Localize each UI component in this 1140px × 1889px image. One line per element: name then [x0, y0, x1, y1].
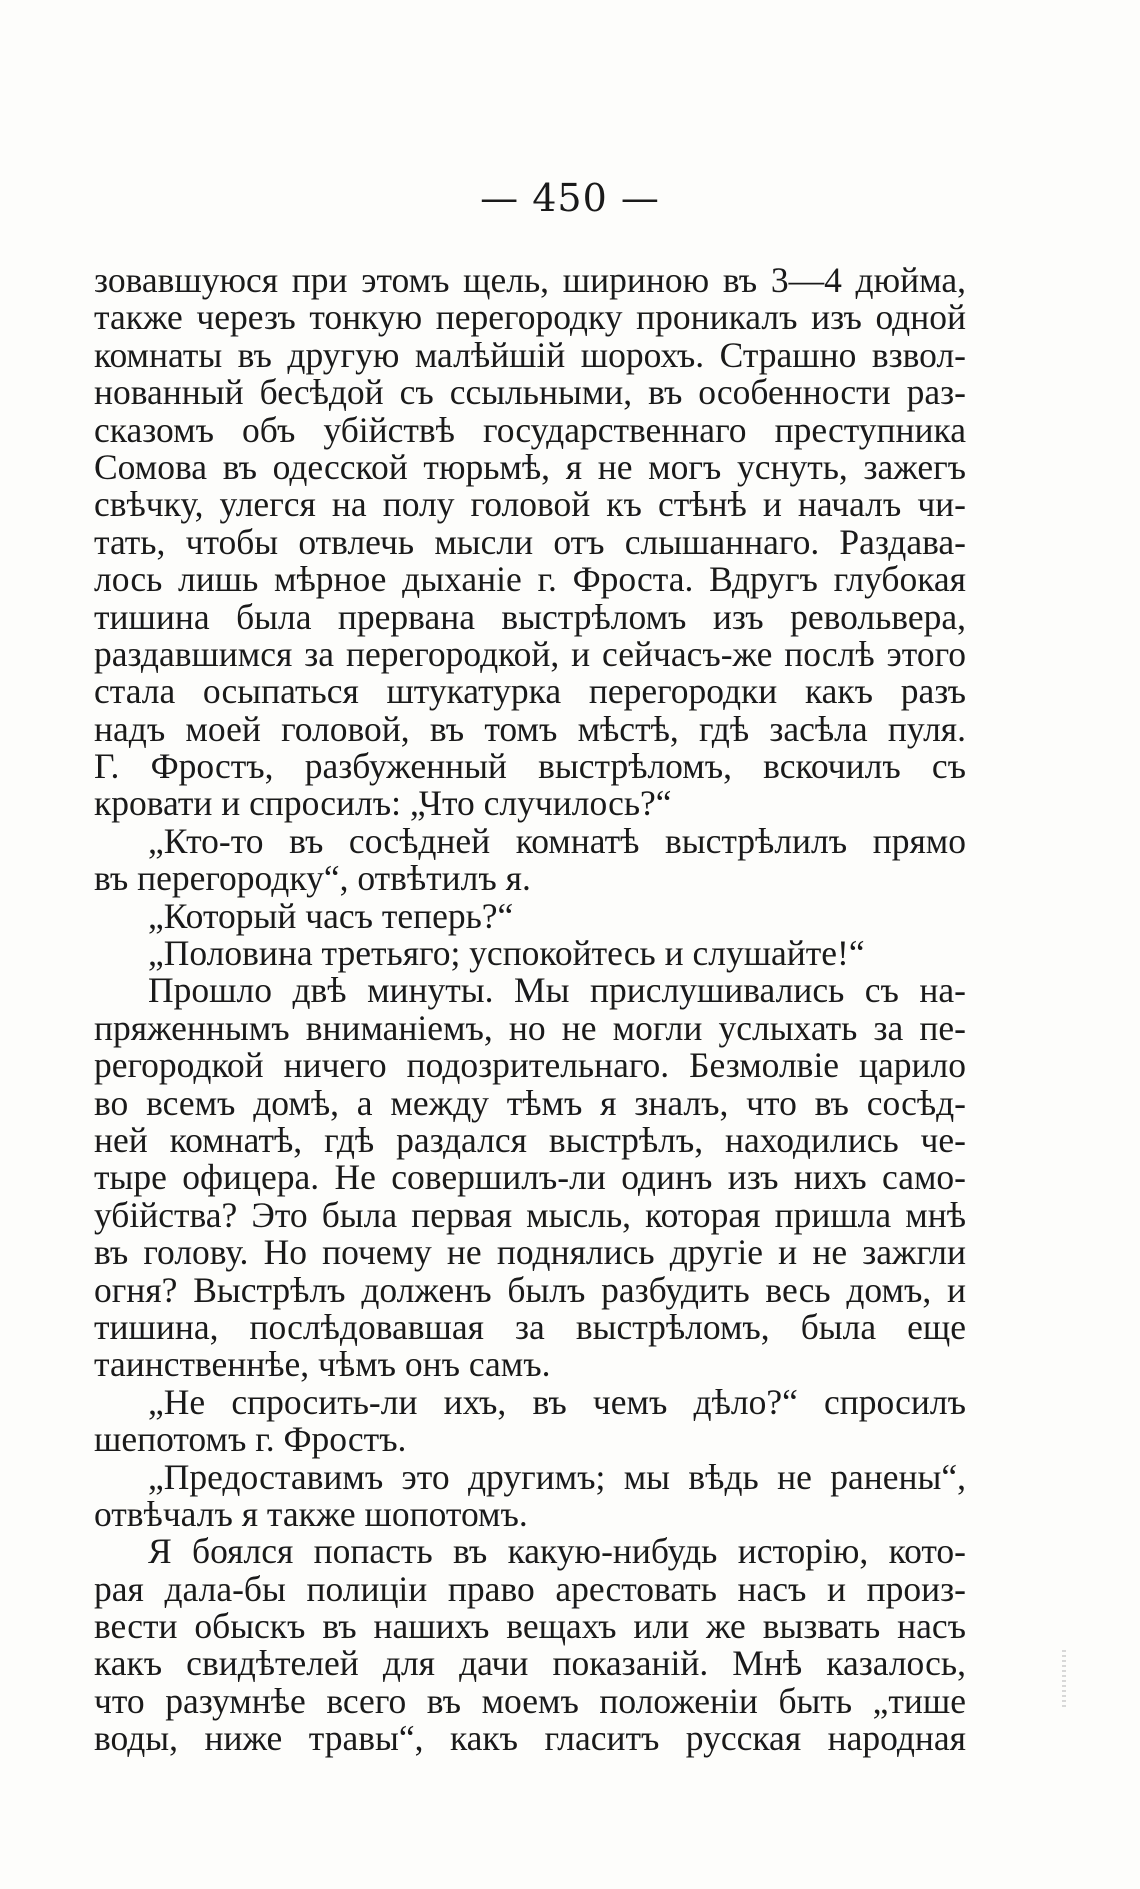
margin-scan-mark	[1062, 1650, 1066, 1710]
text-line: шепотомъ г. Фростъ.	[94, 1419, 407, 1460]
text-line: стала осыпаться штукатурка перегородки какъ разъ	[94, 671, 966, 712]
text-line: „Не спросить-ли ихъ, въ чемъ дѣло?“ спросилъ	[148, 1381, 966, 1422]
text-line: пряженнымъ вниманіемъ, но не могли услыхать за пе-	[94, 1007, 966, 1048]
text-line: раздавшимся за перегородкой, и сейчасъ-же послѣ этого	[94, 633, 966, 674]
text-line: свѣчку, улегся на полу головой къ стѣнѣ и началъ чи-	[94, 484, 966, 525]
text-line: зовавшуюся при этомъ щель, шириною въ 3—4 дюйма,	[94, 260, 966, 300]
text-line: тишина, послѣдовавшая за выстрѣломъ, была еще	[94, 1306, 966, 1347]
body-text	[94, 262, 966, 1758]
text-line: какъ свидѣтелей для дачи показаній. Мнѣ казалось,	[94, 1643, 966, 1684]
text-line: во всемъ домѣ, а между тѣмъ я зналъ, что въ сосѣд-	[94, 1082, 966, 1123]
text-line: тать, чтобы отвлечь мысли отъ слышаннаго. Раздава-	[94, 521, 966, 562]
text-line: тыре офицера. Не совершилъ-ли одинъ изъ нихъ само-	[94, 1157, 966, 1198]
text-line: „Предоставимъ это другимъ; мы вѣдь не ранены“,	[148, 1456, 966, 1497]
text-line: регородкой ничего подозрительнаго. Безмолвіе царило	[94, 1045, 966, 1086]
text-line: надъ моей головой, въ томъ мѣстѣ, гдѣ засѣла пуля.	[94, 708, 966, 749]
text-line: огня? Выстрѣлъ долженъ былъ разбудить весь домъ, и	[94, 1269, 966, 1310]
text-line: рая дала-бы полиціи право арестовать насъ и произ-	[94, 1568, 966, 1609]
text-line: Г. Фростъ, разбуженный выстрѣломъ, вскочилъ съ	[94, 746, 966, 787]
text-line: лось лишь мѣрное дыханіе г. Фроста. Вдругъ глубокая	[94, 559, 966, 600]
text-line: нованный бесѣдой съ ссыльными, въ особенности раз-	[94, 372, 966, 413]
text-line: таинственнѣе, чѣмъ онъ самъ.	[94, 1344, 551, 1385]
text-line: въ голову. Но почему не поднялись другіе и не зажгли	[94, 1232, 966, 1273]
text-line: что разумнѣе всего въ моемъ положеніи быть „тише	[94, 1680, 966, 1721]
text-line: тишина была прервана выстрѣломъ изъ револьвера,	[94, 596, 966, 637]
text-line: отвѣчалъ я также шопотомъ.	[94, 1493, 528, 1534]
text-line: „Кто-то въ сосѣдней комнатѣ выстрѣлилъ прямо	[148, 820, 966, 861]
text-line: также черезъ тонкую перегородку проникалъ изъ одной	[94, 297, 966, 338]
text-line: Я боялся попасть въ какую-нибудь исторію, кото-	[148, 1531, 966, 1572]
text-line: воды, ниже травы“, какъ гласитъ русская народная	[94, 1718, 966, 1759]
text-line: сказомъ объ убійствѣ государственнаго преступника	[94, 409, 966, 450]
text-line: вести обыскъ въ нашихъ вещахъ или же вызвать насъ	[94, 1606, 966, 1647]
text-line: убійства? Это была первая мысль, которая пришла мнѣ	[94, 1194, 966, 1235]
text-line: комнаты въ другую малѣйшій шорохъ. Страшно взвол-	[94, 334, 966, 375]
page-number: — 450 —	[480, 176, 660, 220]
text-line: ней комнатѣ, гдѣ раздался выстрѣлъ, находились че-	[94, 1119, 966, 1160]
text-line: Сомова въ одесской тюрьмѣ, я не могъ уснуть, зажегъ	[94, 446, 966, 487]
text-line: кровати и спросилъ: „Что случилось?“	[94, 783, 672, 824]
text-line: „Половина третьяго; успокойтесь и слушайте!“	[148, 933, 865, 974]
text-line: Прошло двѣ минуты. Мы прислушивались съ на-	[148, 970, 966, 1011]
text-line: въ перегородку“, отвѣтилъ я.	[94, 858, 531, 899]
text-line: „Который часъ теперь?“	[148, 895, 514, 936]
